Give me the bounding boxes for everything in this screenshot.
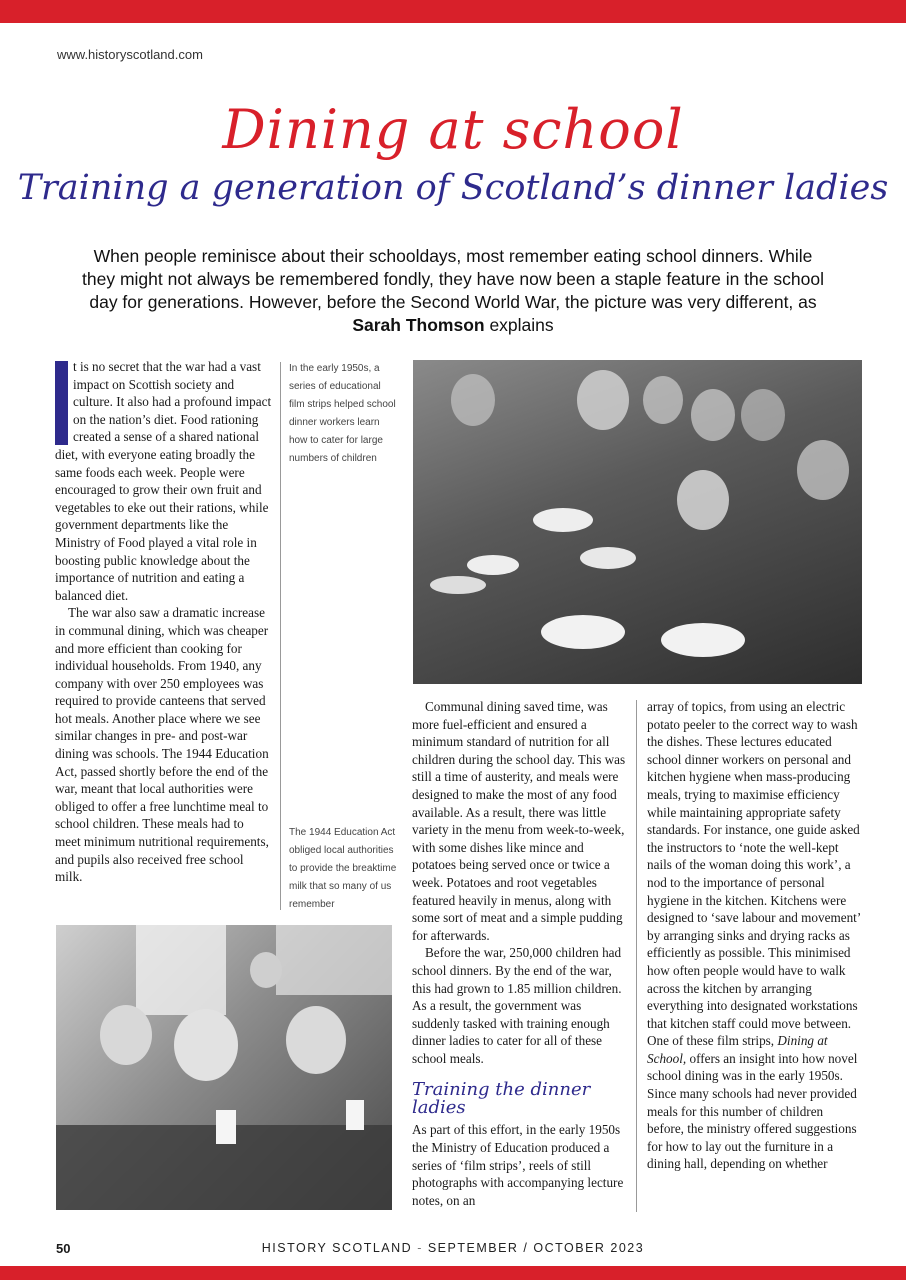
- photo-placeholder-graphic: [413, 360, 862, 684]
- paragraph: [55, 358, 272, 604]
- photo-caption-2: The 1944 Education Act obliged local authorities to provide the breaktime milk that so many of us remember: [289, 827, 397, 910]
- paragraph: The war also saw a dramatic increase in communal dining, which was cheaper and more efficient than cooking for individual households. From 1940, any company with over 250 employees was required to provide canteens that served hot meals. Another place where we see similar changes in pre- and post-war dining was schools. The 1944 Education Act, passed shortly before the end of the war, meant that local authorities were obliged to offer a free lunchtime meal to school children. These meals had to meet minimum nutritional requirements, and pupils also received free school milk.: [55, 605, 269, 885]
- photo-children-milk: [56, 925, 392, 1210]
- photo-dinner-ladies: [413, 360, 862, 684]
- footer-separator: -: [412, 1241, 428, 1255]
- paragraph-text: t is no secret that the war had a vast impact on Scottish society and culture. It also had a profound impact on the nation’s diet. Food rationing created a sense of a shared national diet, with everyone eating broadly the same foods each week. People were encouraged to grow their own fruit and vegetables to eke out their rations, while government departments like the Ministry of Food played a vital role in boosting public knowledge about the importance of nutrition and eating a balanced diet.: [55, 359, 272, 603]
- column-divider: [636, 700, 637, 1212]
- article-title: Dining at school: [222, 98, 684, 161]
- footer: [0, 1241, 906, 1255]
- column-2: [412, 698, 626, 1209]
- standfirst-tail: explains: [489, 315, 554, 335]
- section-heading: Training the dinner ladies: [412, 1079, 591, 1119]
- column-divider: [280, 362, 281, 910]
- standfirst-text: When people reminisce about their schooldays, most remember eating school dinners. While they might not always be remembered fondly, they have now been a staple feature in the school day for generations. However, before the Second World War, the picture was very different, as: [82, 246, 824, 312]
- drop-cap: [55, 361, 68, 445]
- site-url: www.historyscotland.com: [57, 47, 203, 62]
- bottom-red-bar: [0, 1266, 906, 1280]
- photo-placeholder-graphic: [56, 925, 392, 1210]
- article-subtitle: Training a generation of Scotland’s dinner ladies: [17, 168, 889, 208]
- paragraph: As part of this effort, in the early 1950s the Ministry of Education produced a series of ‘film strips’, reels of still photographs with accompanying lecture notes, on an: [412, 1122, 624, 1208]
- paragraph: Communal dining saved time, was more fuel-efficient and ensured a minimum standard of nutrition for all children during the school day. This was still a time of austerity, and meals were designed to make the most of any food available. As a result, there was little variety in the menu from week-to-week, with some dishes like mince and potatoes being served once or twice a week. Potatoes and root vegetables featured heavily in menus, along with some sort of meat and a simple pudding for afterwards.: [412, 699, 626, 943]
- column-3: [647, 698, 862, 1173]
- film-strip-title: Dining at School,: [647, 1033, 828, 1066]
- page-number: 50: [56, 1241, 71, 1256]
- column-1: [55, 358, 272, 886]
- top-red-bar: [0, 0, 906, 23]
- paragraph: [647, 698, 862, 1173]
- paragraph: Before the war, 250,000 children had school dinners. By the end of the war, this had grown to 1.85 million children. As a result, the government was suddenly tasked with training enough dinner ladies to cater for all of these school meals.: [412, 945, 622, 1066]
- magazine-name: HISTORY SCOTLAND: [261, 1241, 413, 1255]
- paragraph-text: array of topics, from using an electric potato peeler to the correct way to wash the dishes. These lectures educated school dinner workers on personal and kitchen hygiene when mass-producing meals, trying to maximise efficiency while maintaining appropriate safety standards. For instance, one guide asked the instructors to ‘note the well-kept nails of the woman doing this work’, a nod to the importance of personal hygiene in the kitchen. Kitchens were designed to ‘save labour and movement’ by arranging sinks and drying racks as efficiently as possible. This minimised how often people would have to walk across the kitchen by arranging everything into designated workstations that kitchen staff could move between. One of these film strips,: [647, 699, 861, 1049]
- author-name: Sarah Thomson: [352, 315, 485, 335]
- issue-date: SEPTEMBER / OCTOBER 2023: [427, 1241, 645, 1255]
- paragraph-text: offers an insight into how novel school dining was in the early 1950s. Since many schools had never provided meals for this number of children before, the ministry offered suggestions for how to lay out the furniture in a dining hall, depending on whether: [647, 1050, 858, 1172]
- standfirst: [80, 245, 826, 337]
- photo-caption-1: In the early 1950s, a series of educational film strips helped school dinner workers learn how to cater for large numbers of children: [289, 363, 396, 464]
